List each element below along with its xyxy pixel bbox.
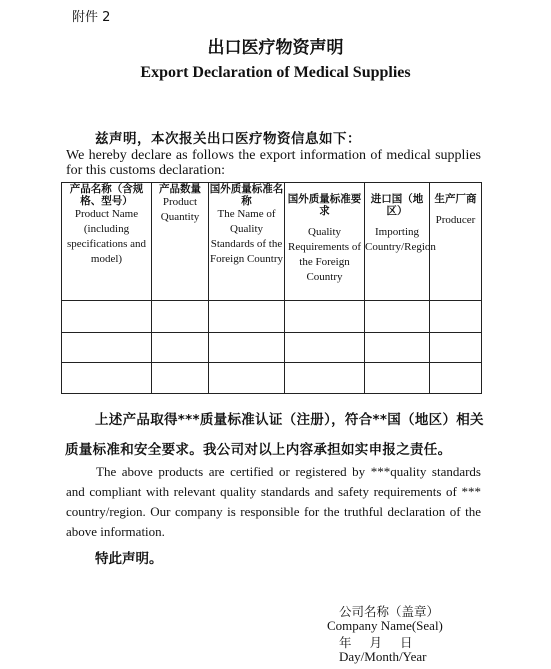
table-cell [365,301,430,333]
table-cell [365,363,430,394]
medical-supplies-table [61,182,482,394]
table-row [62,301,482,333]
header-product-quantity [152,183,209,301]
table-cell [430,363,482,394]
compliance-statement-english: The above products are certified or registered by ***quality standards and compliant with relevant quality standards and safety requirements of *** country/region. Our company is responsible for the truthful declaration of the above information. [66,464,481,539]
document-title-english: Export Declaration of Medical Supplies [140,64,411,81]
document-title-chinese: 出口医疗物资声明 [207,38,344,58]
table-cell [430,301,482,333]
table-cell [430,333,482,363]
table-cell [209,301,285,333]
header-quality-requirements [285,183,365,301]
table-cell [209,333,285,363]
declaration-intro-chinese: 兹声明，本次报关出口医疗物资信息如下： [95,131,361,147]
header-quality-requirements-cn: 国外质量标准要求 [287,193,362,217]
table-cell [285,363,365,394]
hereby-declare-chinese: 特此声明。 [95,551,163,567]
header-standard-name-en: The Name of Quality Standards of the Foreign Country [209,208,284,265]
table-cell [365,333,430,363]
header-producer-en: Producer [435,214,476,226]
table-cell [152,333,209,363]
table-cell [152,301,209,333]
table-cell [285,301,365,333]
header-producer-cn: 生产厂商 [434,193,477,205]
table-cell [152,363,209,394]
table-cell [209,363,285,394]
table-header-row [62,183,482,301]
table-row [62,333,482,363]
compliance-statement-chinese-line1: 上述产品取得***质量标准认证（注册），符合**国（地区）相关 [95,412,484,428]
declaration-intro-english: We hereby declare as follows the export information of medical supplies for this customs declaration: [66,148,481,178]
header-product-name-en: Product Name (including specifications and model) [66,208,147,265]
header-standard-name-cn: 国外质量标准名称 [209,183,284,207]
table-cell [62,363,152,394]
header-standard-name [209,183,285,301]
company-name-seal-chinese: 公司名称（盖章） [339,604,440,619]
table-cell [62,333,152,363]
annex-label: 附件 2 [72,10,111,25]
table-row [62,363,482,394]
header-producer [430,183,482,301]
header-product-name-cn: 产品名称（含规格、型号） [69,183,144,207]
header-quality-requirements-en: Quality Requirements of the Foreign Country [287,226,361,283]
date-chinese: 年 月 日 [339,635,413,650]
header-importing-country-en: Importing Country/Region [365,226,436,253]
header-product-quantity-cn: 产品数量 [159,183,201,195]
header-importing-country [365,183,436,301]
compliance-statement-chinese [65,405,487,465]
header-product-quantity-en: Product Quantity [160,196,200,223]
table-cell [285,333,365,363]
header-importing-country-cn: 进口国（地区） [370,193,424,217]
company-name-seal-english: Company Name(Seal) [327,618,443,633]
compliance-statement-chinese-line2: 质量标准和安全要求。我公司对以上内容承担如实申报之责任。 [65,442,452,458]
table-cell [62,301,152,333]
date-english: Day/Month/Year [339,649,427,664]
header-product-name [62,183,152,301]
